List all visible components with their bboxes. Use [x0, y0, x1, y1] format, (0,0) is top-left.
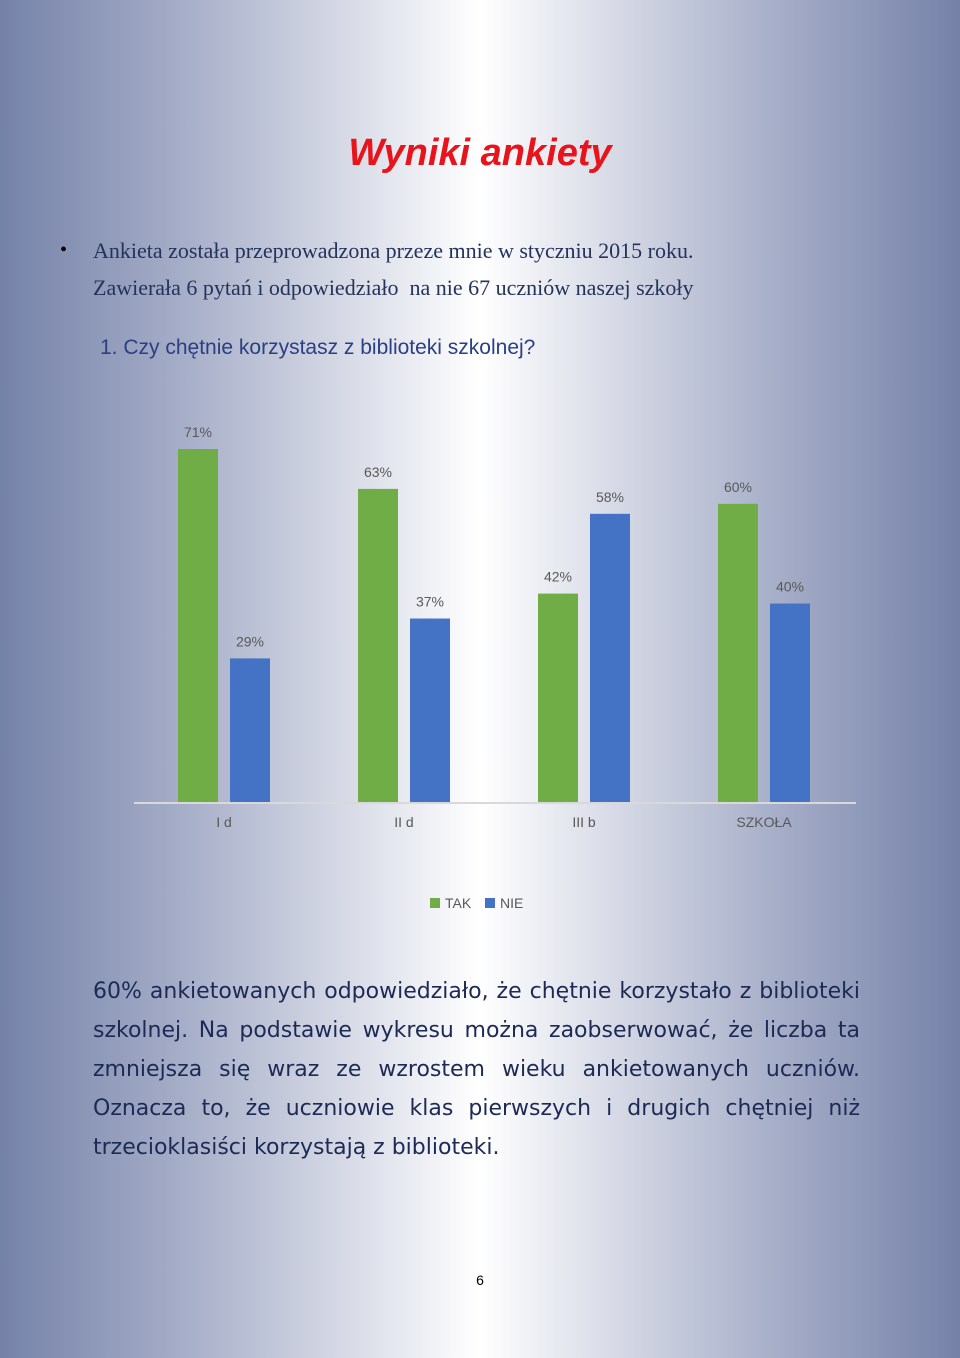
bar-tak-3	[718, 504, 758, 803]
legend-label-tak: TAK	[445, 895, 472, 911]
data-label-nie-0: 29%	[235, 633, 265, 650]
data-label-nie-1: 37%	[415, 593, 445, 610]
survey-question: 1. Czy chętnie korzystasz z biblioteki szkolnej?	[100, 336, 536, 359]
bar-tak-1	[358, 489, 398, 803]
page-number: 6	[476, 1272, 484, 1288]
bar-chart	[100, 410, 880, 930]
intro-line-2: Zawierała 6 pytań i odpowiedziało na nie 67 uczniów naszej szkoły	[93, 275, 694, 300]
page-title: Wyniki ankiety	[348, 132, 612, 174]
bar-tak-0	[178, 449, 218, 803]
data-label-tak-2: 42%	[543, 568, 573, 585]
intro-line-1: Ankieta została przeprowadzona przeze mnie w styczniu 2015 roku.	[93, 238, 694, 263]
data-label-nie-3: 40%	[775, 578, 805, 595]
x-tick-label: SZKOŁA	[736, 814, 792, 830]
chart-bars	[178, 424, 810, 803]
x-tick-label: III b	[572, 814, 596, 830]
bar-nie-1	[410, 619, 450, 803]
data-label-tak-0: 71%	[183, 424, 213, 440]
legend-label-nie: NIE	[500, 895, 524, 911]
legend-swatch-tak	[430, 898, 440, 908]
bullet-icon: •	[60, 239, 68, 261]
legend-swatch-nie	[485, 898, 495, 908]
bar-nie-3	[770, 604, 810, 803]
data-label-nie-2: 58%	[595, 488, 625, 505]
chart-legend	[430, 895, 523, 911]
x-tick-label: II d	[394, 814, 414, 830]
bar-tak-2	[538, 594, 578, 803]
data-label-tak-1: 63%	[363, 463, 393, 480]
intro-bullet-item	[60, 232, 920, 306]
summary-paragraph: 60% ankietowanych odpowiedziało, że chętnie korzystało z biblioteki szkolnej. Na podstawie wykresu można zaobserwować, że liczba ta zmniejsza się wraz ze wzrostem wieku ankietowanych uczniów. Oznacza to, że uczniowie klas pierwszych i drugich chętniej niż trzecioklasiści korzystają z biblioteki.	[93, 979, 860, 1160]
bar-nie-2	[590, 514, 630, 803]
data-label-tak-3: 60%	[723, 478, 753, 495]
bar-nie-0	[230, 658, 270, 803]
x-axis-labels	[216, 814, 792, 830]
x-tick-label: I d	[216, 814, 232, 830]
